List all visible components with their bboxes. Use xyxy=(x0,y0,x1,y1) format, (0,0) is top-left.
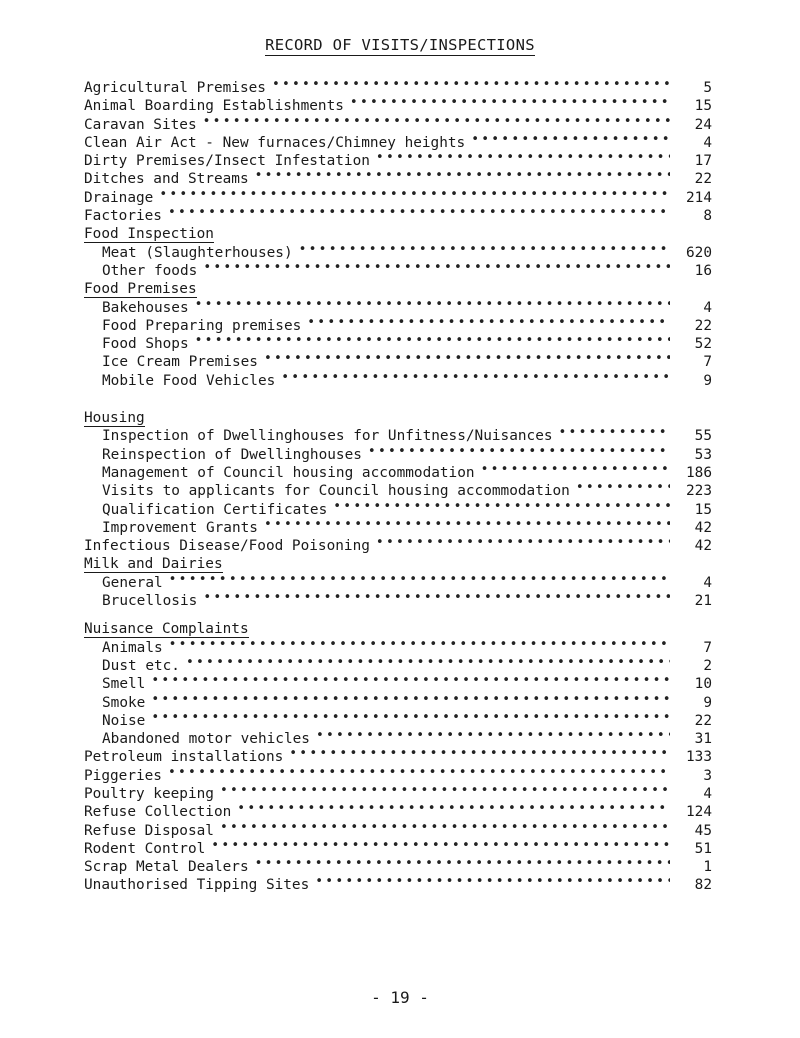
list-item xyxy=(84,858,712,876)
entry-label: Visits to applicants for Council housing accommodation xyxy=(102,483,570,500)
list-item xyxy=(84,189,712,207)
dot-leader xyxy=(169,574,670,589)
entry-label: Meat (Slaughterhouses) xyxy=(102,244,293,261)
entry-label: Dirty Premises/Insect Infestation xyxy=(84,153,370,170)
list-item xyxy=(84,299,712,317)
dot-leader xyxy=(289,748,670,763)
entry-count: 22 xyxy=(694,171,712,188)
entry-label: Abandoned motor vehicles xyxy=(102,731,310,748)
dot-leader xyxy=(195,299,670,314)
entry-label: Ice Cream Premises xyxy=(102,354,258,371)
entry-count: 133 xyxy=(686,749,712,766)
entry-count: 15 xyxy=(694,98,712,115)
entry-count: 52 xyxy=(694,336,712,353)
entry-count: 7 xyxy=(703,354,712,371)
entry-count: 22 xyxy=(694,317,712,334)
entry-label: Poultry keeping xyxy=(84,785,214,802)
entry-label: Reinspection of Dwellinghouses xyxy=(102,446,362,463)
dot-leader xyxy=(376,537,670,552)
entry-count: 17 xyxy=(694,153,712,170)
entry-label: Management of Council housing accommodation xyxy=(102,464,475,481)
list-item xyxy=(84,748,712,766)
section-heading-food-premises: Food Premises xyxy=(84,281,197,298)
dot-leader xyxy=(576,482,670,497)
list-item xyxy=(84,134,712,152)
dot-leader xyxy=(220,785,670,800)
list-item xyxy=(84,79,712,97)
entry-count: 45 xyxy=(694,822,712,839)
dot-leader xyxy=(481,464,670,479)
entry-label: Food Shops xyxy=(102,336,189,353)
entry-count: 2 xyxy=(703,657,712,674)
entry-count: 124 xyxy=(686,804,712,821)
dot-leader xyxy=(168,767,670,782)
list-item xyxy=(84,501,712,519)
list-item xyxy=(84,657,712,675)
entry-count: 1 xyxy=(703,859,712,876)
entry-label: Ditches and Streams xyxy=(84,171,249,188)
entry-label: Inspection of Dwellinghouses for Unfitness/Nuisances xyxy=(102,428,553,445)
list-item xyxy=(84,840,712,858)
entry-count: 16 xyxy=(694,262,712,279)
list-item xyxy=(84,876,712,894)
list-item xyxy=(84,335,712,353)
dot-leader xyxy=(151,694,670,709)
dot-leader xyxy=(203,116,670,131)
list-item xyxy=(84,116,712,134)
dot-leader xyxy=(315,876,670,891)
list-item xyxy=(84,372,712,390)
entry-count: 4 xyxy=(703,299,712,316)
entry-label: Infectious Disease/Food Poisoning xyxy=(84,538,370,555)
entry-count: 8 xyxy=(703,208,712,225)
dot-leader xyxy=(368,446,670,461)
entries-list xyxy=(84,79,712,895)
section-heading-food-inspection: Food Inspection xyxy=(84,226,214,243)
dot-leader xyxy=(264,519,670,534)
list-item xyxy=(84,152,712,170)
list-item xyxy=(84,694,712,712)
entry-label: Animals xyxy=(102,639,163,656)
group-general xyxy=(84,79,712,225)
entry-count: 5 xyxy=(703,80,712,96)
list-item xyxy=(84,427,712,445)
entry-count: 24 xyxy=(694,116,712,133)
entry-count: 10 xyxy=(694,676,712,693)
dot-leader xyxy=(350,97,670,112)
entry-count: 7 xyxy=(703,639,712,656)
entry-count: 223 xyxy=(686,483,712,500)
list-item xyxy=(84,785,712,803)
dot-leader xyxy=(195,335,670,350)
entry-label: Smoke xyxy=(102,694,146,711)
dot-leader xyxy=(264,353,670,368)
entry-label: Agricultural Premises xyxy=(84,80,266,96)
entry-label: General xyxy=(102,574,163,591)
dot-leader xyxy=(186,657,670,672)
dot-leader xyxy=(151,675,670,690)
entry-count: 55 xyxy=(694,428,712,445)
list-item xyxy=(84,207,712,225)
entry-count: 21 xyxy=(694,593,712,610)
entry-count: 53 xyxy=(694,446,712,463)
dot-leader xyxy=(255,858,670,873)
dot-leader xyxy=(169,639,670,654)
list-item xyxy=(84,822,712,840)
entry-count: 620 xyxy=(686,244,712,261)
entry-count: 42 xyxy=(694,519,712,536)
list-item xyxy=(84,464,712,482)
entry-label: Noise xyxy=(102,712,146,729)
entry-count: 214 xyxy=(686,189,712,206)
entry-label: Piggeries xyxy=(84,767,162,784)
dot-leader xyxy=(203,262,670,277)
section-heading-milk: Milk and Dairies xyxy=(84,556,223,573)
list-item xyxy=(84,712,712,730)
list-item xyxy=(84,97,712,115)
list-item xyxy=(84,170,712,188)
section-heading-nuisance: Nuisance Complaints xyxy=(84,621,249,638)
entry-label: Food Preparing premises xyxy=(102,317,302,334)
entry-label: Caravan Sites xyxy=(84,116,197,133)
dot-leader xyxy=(203,592,670,607)
entry-count: 22 xyxy=(694,712,712,729)
list-item xyxy=(84,353,712,371)
dot-leader xyxy=(316,730,670,745)
entry-count: 31 xyxy=(694,731,712,748)
entry-label: Refuse Collection xyxy=(84,804,232,821)
section-heading-housing: Housing xyxy=(84,410,145,427)
entry-label: Scrap Metal Dealers xyxy=(84,859,249,876)
dot-leader xyxy=(211,840,670,855)
entry-count: 9 xyxy=(703,694,712,711)
entry-label: Factories xyxy=(84,208,162,225)
list-item xyxy=(84,537,712,555)
dot-leader xyxy=(237,803,670,818)
entry-label: Dust etc. xyxy=(102,657,180,674)
dot-leader xyxy=(559,427,670,442)
entry-label: Unauthorised Tipping Sites xyxy=(84,877,310,894)
entry-count: 51 xyxy=(694,840,712,857)
entry-count: 15 xyxy=(694,501,712,518)
entry-count: 42 xyxy=(694,538,712,555)
entry-count: 82 xyxy=(694,877,712,894)
list-item xyxy=(84,639,712,657)
list-item xyxy=(84,482,712,500)
list-item xyxy=(84,519,712,537)
entry-label: Brucellosis xyxy=(102,593,198,610)
list-item xyxy=(84,262,712,280)
entry-count: 186 xyxy=(686,464,712,481)
entry-label: Other foods xyxy=(102,262,198,279)
list-item xyxy=(84,317,712,335)
entry-count: 4 xyxy=(703,785,712,802)
list-item xyxy=(84,446,712,464)
entry-count: 4 xyxy=(703,134,712,151)
entry-label: Clean Air Act - New furnaces/Chimney heights xyxy=(84,134,466,151)
entry-label: Rodent Control xyxy=(84,840,206,857)
entry-label: Qualification Certificates xyxy=(102,501,328,518)
dot-leader xyxy=(220,822,670,837)
list-item xyxy=(84,767,712,785)
entry-label: Mobile Food Vehicles xyxy=(102,372,276,389)
entry-count: 3 xyxy=(703,767,712,784)
entry-label: Drainage xyxy=(84,189,154,206)
dot-leader xyxy=(159,189,670,204)
entry-label: Improvement Grants xyxy=(102,519,258,536)
list-item xyxy=(84,675,712,693)
entry-label: Refuse Disposal xyxy=(84,822,214,839)
dot-leader xyxy=(255,170,670,185)
list-item xyxy=(84,244,712,262)
dot-leader xyxy=(471,134,670,149)
entry-count: 9 xyxy=(703,372,712,389)
list-item xyxy=(84,803,712,821)
dot-leader xyxy=(168,207,670,222)
dot-leader xyxy=(281,372,670,387)
entry-label: Bakehouses xyxy=(102,299,189,316)
entry-label: Animal Boarding Establishments xyxy=(84,98,344,115)
page-number: - 19 - xyxy=(371,988,429,1007)
dot-leader xyxy=(151,712,670,727)
list-item xyxy=(84,574,712,592)
entry-label: Petroleum installations xyxy=(84,749,284,766)
list-item xyxy=(84,730,712,748)
dot-leader xyxy=(307,317,670,332)
dot-leader xyxy=(272,79,670,94)
entry-count: 4 xyxy=(703,574,712,591)
dot-leader xyxy=(333,501,670,516)
page-title: RECORD OF VISITS/INSPECTIONS xyxy=(265,36,535,54)
dot-leader xyxy=(376,152,670,167)
list-item xyxy=(84,592,712,610)
dot-leader xyxy=(299,244,670,259)
entry-label: Smell xyxy=(102,676,146,693)
